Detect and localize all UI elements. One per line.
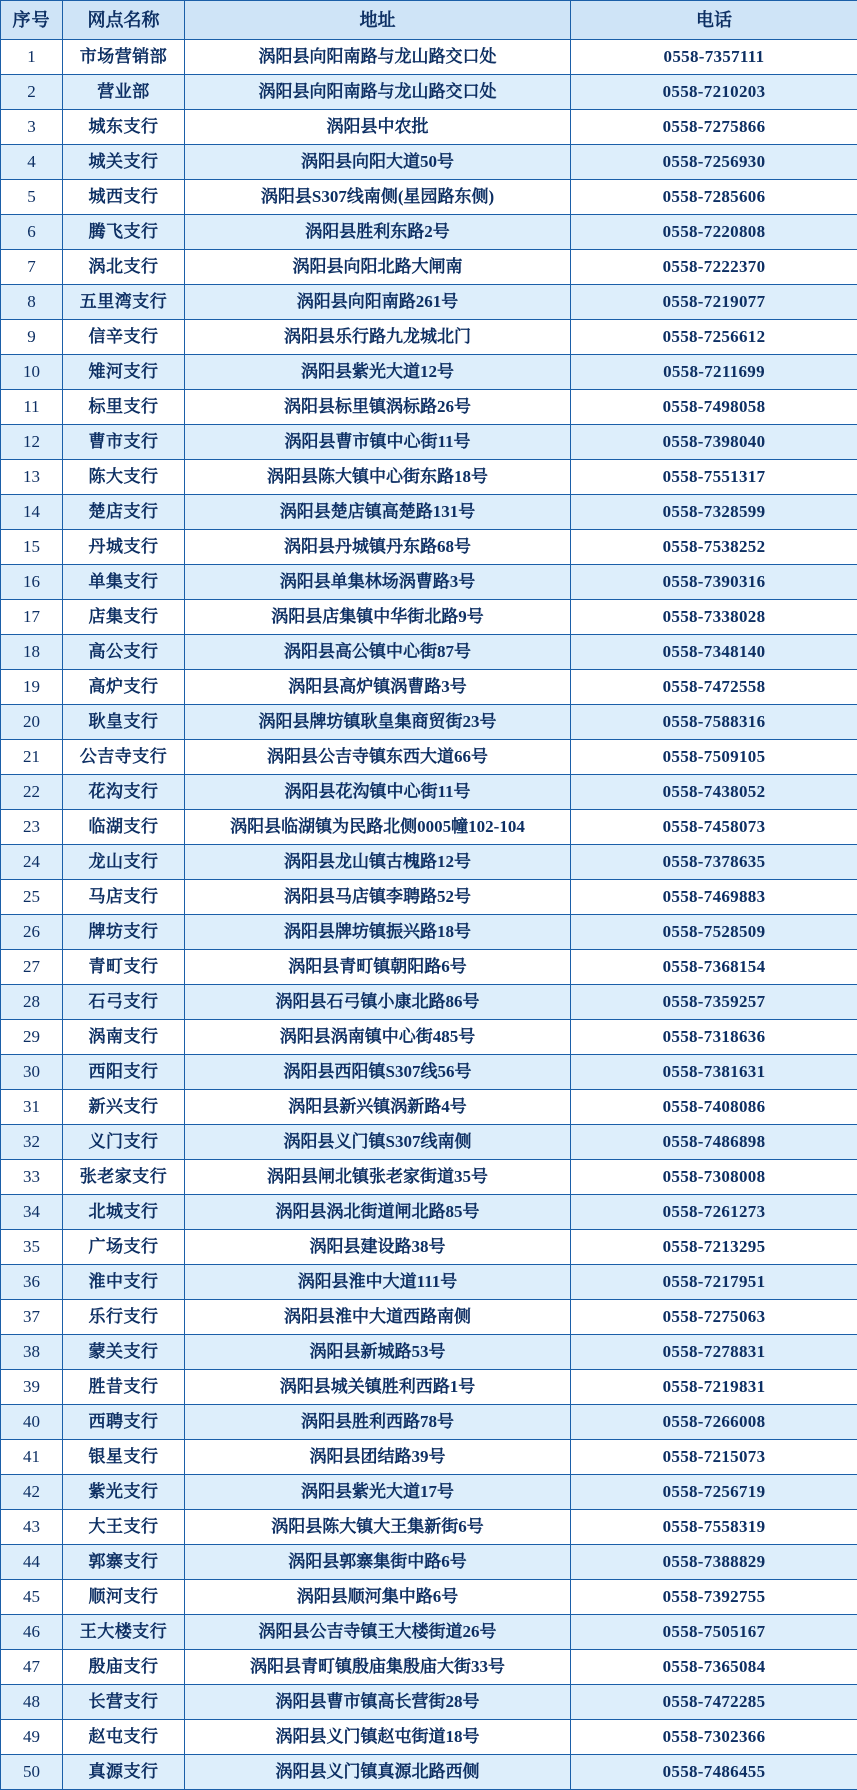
cell-address: 涡阳县新城路53号: [185, 1335, 571, 1370]
cell-address: 涡阳县丹城镇丹东路68号: [185, 530, 571, 565]
column-header-name: 网点名称: [63, 1, 185, 40]
cell-seq: 18: [1, 635, 63, 670]
cell-seq: 33: [1, 1160, 63, 1195]
cell-branch-name: 郭寨支行: [63, 1545, 185, 1580]
cell-address: 涡阳县S307线南侧(星园路东侧): [185, 180, 571, 215]
cell-seq: 47: [1, 1650, 63, 1685]
table-row: [1, 1650, 857, 1685]
cell-phone: 0558-7378635: [571, 845, 857, 880]
table-row: [1, 1055, 857, 1090]
cell-address: 涡阳县乐行路九龙城北门: [185, 320, 571, 355]
cell-address: 涡阳县曹市镇中心街11号: [185, 425, 571, 460]
cell-phone: 0558-7318636: [571, 1020, 857, 1055]
cell-seq: 45: [1, 1580, 63, 1615]
cell-seq: 12: [1, 425, 63, 460]
table-row: [1, 390, 857, 425]
table-row: [1, 880, 857, 915]
cell-phone: 0558-7220808: [571, 215, 857, 250]
cell-branch-name: 耿皇支行: [63, 705, 185, 740]
cell-address: 涡阳县顺河集中路6号: [185, 1580, 571, 1615]
table-row: [1, 1440, 857, 1475]
cell-seq: 6: [1, 215, 63, 250]
cell-phone: 0558-7486898: [571, 1125, 857, 1160]
table-row: [1, 1720, 857, 1755]
cell-phone: 0558-7538252: [571, 530, 857, 565]
cell-seq: 50: [1, 1755, 63, 1790]
cell-address: 涡阳县义门镇真源北路西侧: [185, 1755, 571, 1790]
table-row: [1, 1125, 857, 1160]
table-row: [1, 1545, 857, 1580]
table-row: [1, 355, 857, 390]
cell-branch-name: 营业部: [63, 75, 185, 110]
table-row: [1, 425, 857, 460]
cell-phone: 0558-7219077: [571, 285, 857, 320]
cell-seq: 44: [1, 1545, 63, 1580]
cell-address: 涡阳县公吉寺镇王大楼街道26号: [185, 1615, 571, 1650]
cell-phone: 0558-7472285: [571, 1685, 857, 1720]
cell-branch-name: 高公支行: [63, 635, 185, 670]
table-row: [1, 635, 857, 670]
table-row: [1, 1195, 857, 1230]
table-row: [1, 740, 857, 775]
cell-seq: 30: [1, 1055, 63, 1090]
cell-branch-name: 西阳支行: [63, 1055, 185, 1090]
table-row: [1, 845, 857, 880]
cell-branch-name: 信辛支行: [63, 320, 185, 355]
cell-seq: 37: [1, 1300, 63, 1335]
cell-seq: 21: [1, 740, 63, 775]
table-row: [1, 215, 857, 250]
cell-branch-name: 临湖支行: [63, 810, 185, 845]
cell-seq: 16: [1, 565, 63, 600]
cell-address: 涡阳县郭寨集街中路6号: [185, 1545, 571, 1580]
cell-branch-name: 马店支行: [63, 880, 185, 915]
cell-phone: 0558-7222370: [571, 250, 857, 285]
table-body: [1, 40, 857, 1790]
cell-seq: 31: [1, 1090, 63, 1125]
cell-phone: 0558-7278831: [571, 1335, 857, 1370]
cell-branch-name: 新兴支行: [63, 1090, 185, 1125]
table-row: [1, 1755, 857, 1790]
table-row: [1, 460, 857, 495]
cell-phone: 0558-7275063: [571, 1300, 857, 1335]
table-row: [1, 495, 857, 530]
cell-branch-name: 公吉寺支行: [63, 740, 185, 775]
cell-branch-name: 紫光支行: [63, 1475, 185, 1510]
cell-address: 涡阳县新兴镇涡新路4号: [185, 1090, 571, 1125]
cell-phone: 0558-7266008: [571, 1405, 857, 1440]
cell-phone: 0558-7308008: [571, 1160, 857, 1195]
cell-seq: 22: [1, 775, 63, 810]
column-header-phone: 电话: [571, 1, 857, 40]
cell-address: 涡阳县向阳南路261号: [185, 285, 571, 320]
cell-address: 涡阳县建设路38号: [185, 1230, 571, 1265]
cell-seq: 17: [1, 600, 63, 635]
cell-address: 涡阳县淮中大道111号: [185, 1265, 571, 1300]
cell-phone: 0558-7390316: [571, 565, 857, 600]
cell-phone: 0558-7458073: [571, 810, 857, 845]
cell-seq: 28: [1, 985, 63, 1020]
table-row: [1, 1475, 857, 1510]
cell-phone: 0558-7365084: [571, 1650, 857, 1685]
table-row: [1, 600, 857, 635]
cell-seq: 10: [1, 355, 63, 390]
cell-phone: 0558-7328599: [571, 495, 857, 530]
cell-branch-name: 曹市支行: [63, 425, 185, 460]
cell-address: 涡阳县石弓镇小康北路86号: [185, 985, 571, 1020]
cell-branch-name: 广场支行: [63, 1230, 185, 1265]
cell-phone: 0558-7211699: [571, 355, 857, 390]
cell-phone: 0558-7486455: [571, 1755, 857, 1790]
cell-address: 涡阳县城关镇胜利西路1号: [185, 1370, 571, 1405]
cell-phone: 0558-7338028: [571, 600, 857, 635]
table-row: [1, 775, 857, 810]
cell-address: 涡阳县胜利西路78号: [185, 1405, 571, 1440]
cell-seq: 20: [1, 705, 63, 740]
cell-phone: 0558-7285606: [571, 180, 857, 215]
cell-branch-name: 涡北支行: [63, 250, 185, 285]
cell-seq: 26: [1, 915, 63, 950]
table-row: [1, 810, 857, 845]
cell-seq: 13: [1, 460, 63, 495]
table-row: [1, 985, 857, 1020]
cell-address: 涡阳县西阳镇S307线56号: [185, 1055, 571, 1090]
cell-phone: 0558-7256719: [571, 1475, 857, 1510]
cell-phone: 0558-7217951: [571, 1265, 857, 1300]
cell-branch-name: 楚店支行: [63, 495, 185, 530]
cell-phone: 0558-7551317: [571, 460, 857, 495]
column-header-seq: 序号: [1, 1, 63, 40]
cell-seq: 23: [1, 810, 63, 845]
cell-seq: 5: [1, 180, 63, 215]
cell-seq: 39: [1, 1370, 63, 1405]
cell-address: 涡阳县高公镇中心街87号: [185, 635, 571, 670]
table-row: [1, 320, 857, 355]
cell-phone: 0558-7275866: [571, 110, 857, 145]
cell-address: 涡阳县花沟镇中心街11号: [185, 775, 571, 810]
cell-address: 涡阳县青町镇殷庙集殷庙大街33号: [185, 1650, 571, 1685]
cell-seq: 25: [1, 880, 63, 915]
cell-branch-name: 高炉支行: [63, 670, 185, 705]
cell-seq: 19: [1, 670, 63, 705]
cell-seq: 46: [1, 1615, 63, 1650]
cell-seq: 32: [1, 1125, 63, 1160]
cell-branch-name: 腾飞支行: [63, 215, 185, 250]
cell-branch-name: 银星支行: [63, 1440, 185, 1475]
table-row: [1, 1020, 857, 1055]
table-row: [1, 565, 857, 600]
cell-phone: 0558-7398040: [571, 425, 857, 460]
cell-address: 涡阳县牌坊镇振兴路18号: [185, 915, 571, 950]
cell-address: 涡阳县向阳南路与龙山路交口处: [185, 40, 571, 75]
cell-phone: 0558-7509105: [571, 740, 857, 775]
cell-seq: 15: [1, 530, 63, 565]
cell-branch-name: 真源支行: [63, 1755, 185, 1790]
table-row: [1, 1370, 857, 1405]
cell-phone: 0558-7213295: [571, 1230, 857, 1265]
cell-address: 涡阳县陈大镇中心街东路18号: [185, 460, 571, 495]
cell-seq: 11: [1, 390, 63, 425]
cell-address: 涡阳县向阳南路与龙山路交口处: [185, 75, 571, 110]
cell-branch-name: 城东支行: [63, 110, 185, 145]
cell-address: 涡阳县淮中大道西路南侧: [185, 1300, 571, 1335]
cell-address: 涡阳县涡南镇中心街485号: [185, 1020, 571, 1055]
table-row: [1, 1405, 857, 1440]
cell-seq: 38: [1, 1335, 63, 1370]
cell-seq: 29: [1, 1020, 63, 1055]
cell-phone: 0558-7256930: [571, 145, 857, 180]
cell-address: 涡阳县向阳北路大闸南: [185, 250, 571, 285]
cell-seq: 24: [1, 845, 63, 880]
cell-phone: 0558-7359257: [571, 985, 857, 1020]
table-row: [1, 285, 857, 320]
table-row: [1, 1265, 857, 1300]
cell-phone: 0558-7256612: [571, 320, 857, 355]
cell-branch-name: 大王支行: [63, 1510, 185, 1545]
cell-phone: 0558-7505167: [571, 1615, 857, 1650]
cell-branch-name: 王大楼支行: [63, 1615, 185, 1650]
table-row: [1, 1300, 857, 1335]
cell-address: 涡阳县曹市镇高长营街28号: [185, 1685, 571, 1720]
cell-branch-name: 西聘支行: [63, 1405, 185, 1440]
cell-address: 涡阳县涡北街道闸北路85号: [185, 1195, 571, 1230]
cell-phone: 0558-7261273: [571, 1195, 857, 1230]
cell-seq: 4: [1, 145, 63, 180]
cell-address: 涡阳县高炉镇涡曹路3号: [185, 670, 571, 705]
cell-branch-name: 淮中支行: [63, 1265, 185, 1300]
cell-branch-name: 城西支行: [63, 180, 185, 215]
table-header-row: [1, 1, 857, 40]
cell-address: 涡阳县楚店镇高楚路131号: [185, 495, 571, 530]
cell-branch-name: 顺河支行: [63, 1580, 185, 1615]
table-row: [1, 705, 857, 740]
table-row: [1, 40, 857, 75]
cell-seq: 3: [1, 110, 63, 145]
cell-branch-name: 长营支行: [63, 1685, 185, 1720]
cell-address: 涡阳县紫光大道12号: [185, 355, 571, 390]
cell-phone: 0558-7381631: [571, 1055, 857, 1090]
cell-address: 涡阳县标里镇涡标路26号: [185, 390, 571, 425]
cell-branch-name: 丹城支行: [63, 530, 185, 565]
cell-branch-name: 胜昔支行: [63, 1370, 185, 1405]
cell-seq: 41: [1, 1440, 63, 1475]
cell-seq: 27: [1, 950, 63, 985]
cell-phone: 0558-7472558: [571, 670, 857, 705]
table-row: [1, 145, 857, 180]
cell-address: 涡阳县紫光大道17号: [185, 1475, 571, 1510]
table-row: [1, 1230, 857, 1265]
cell-branch-name: 标里支行: [63, 390, 185, 425]
cell-branch-name: 牌坊支行: [63, 915, 185, 950]
table-row: [1, 530, 857, 565]
cell-phone: 0558-7368154: [571, 950, 857, 985]
cell-branch-name: 蒙关支行: [63, 1335, 185, 1370]
cell-phone: 0558-7302366: [571, 1720, 857, 1755]
cell-address: 涡阳县店集镇中华街北路9号: [185, 600, 571, 635]
table-row: [1, 1335, 857, 1370]
cell-phone: 0558-7528509: [571, 915, 857, 950]
cell-address: 涡阳县闸北镇张老家街道35号: [185, 1160, 571, 1195]
table-row: [1, 1685, 857, 1720]
table-row: [1, 110, 857, 145]
cell-address: 涡阳县牌坊镇耿皇集商贸街23号: [185, 705, 571, 740]
table-row: [1, 250, 857, 285]
cell-branch-name: 张老家支行: [63, 1160, 185, 1195]
cell-seq: 7: [1, 250, 63, 285]
cell-branch-name: 陈大支行: [63, 460, 185, 495]
table-row: [1, 75, 857, 110]
cell-branch-name: 市场营销部: [63, 40, 185, 75]
table-row: [1, 950, 857, 985]
cell-branch-name: 单集支行: [63, 565, 185, 600]
cell-seq: 43: [1, 1510, 63, 1545]
table-row: [1, 1580, 857, 1615]
cell-branch-name: 花沟支行: [63, 775, 185, 810]
cell-address: 涡阳县龙山镇古槐路12号: [185, 845, 571, 880]
table-row: [1, 1510, 857, 1545]
cell-branch-name: 赵屯支行: [63, 1720, 185, 1755]
cell-address: 涡阳县义门镇S307线南侧: [185, 1125, 571, 1160]
cell-phone: 0558-7438052: [571, 775, 857, 810]
cell-seq: 36: [1, 1265, 63, 1300]
cell-address: 涡阳县单集林场涡曹路3号: [185, 565, 571, 600]
cell-phone: 0558-7392755: [571, 1580, 857, 1615]
cell-seq: 9: [1, 320, 63, 355]
cell-branch-name: 石弓支行: [63, 985, 185, 1020]
cell-branch-name: 青町支行: [63, 950, 185, 985]
cell-phone: 0558-7588316: [571, 705, 857, 740]
cell-phone: 0558-7498058: [571, 390, 857, 425]
cell-branch-name: 五里湾支行: [63, 285, 185, 320]
cell-seq: 42: [1, 1475, 63, 1510]
cell-seq: 34: [1, 1195, 63, 1230]
column-header-address: 地址: [185, 1, 571, 40]
table-row: [1, 1090, 857, 1125]
cell-address: 涡阳县团结路39号: [185, 1440, 571, 1475]
cell-branch-name: 北城支行: [63, 1195, 185, 1230]
table-row: [1, 670, 857, 705]
cell-seq: 2: [1, 75, 63, 110]
cell-branch-name: 雉河支行: [63, 355, 185, 390]
cell-seq: 8: [1, 285, 63, 320]
cell-seq: 49: [1, 1720, 63, 1755]
cell-branch-name: 城关支行: [63, 145, 185, 180]
cell-seq: 14: [1, 495, 63, 530]
table-row: [1, 1615, 857, 1650]
cell-branch-name: 义门支行: [63, 1125, 185, 1160]
cell-seq: 40: [1, 1405, 63, 1440]
cell-address: 涡阳县陈大镇大王集新街6号: [185, 1510, 571, 1545]
cell-phone: 0558-7348140: [571, 635, 857, 670]
cell-phone: 0558-7408086: [571, 1090, 857, 1125]
cell-seq: 1: [1, 40, 63, 75]
cell-phone: 0558-7469883: [571, 880, 857, 915]
cell-branch-name: 店集支行: [63, 600, 185, 635]
cell-phone: 0558-7210203: [571, 75, 857, 110]
cell-address: 涡阳县青町镇朝阳路6号: [185, 950, 571, 985]
cell-branch-name: 龙山支行: [63, 845, 185, 880]
cell-address: 涡阳县临湖镇为民路北侧0005幢102-104: [185, 810, 571, 845]
cell-phone: 0558-7388829: [571, 1545, 857, 1580]
cell-phone: 0558-7558319: [571, 1510, 857, 1545]
cell-address: 涡阳县公吉寺镇东西大道66号: [185, 740, 571, 775]
table-header: [1, 1, 857, 40]
cell-phone: 0558-7219831: [571, 1370, 857, 1405]
table-row: [1, 180, 857, 215]
cell-branch-name: 乐行支行: [63, 1300, 185, 1335]
cell-phone: 0558-7215073: [571, 1440, 857, 1475]
cell-seq: 48: [1, 1685, 63, 1720]
table-row: [1, 1160, 857, 1195]
cell-address: 涡阳县义门镇赵屯街道18号: [185, 1720, 571, 1755]
cell-address: 涡阳县胜利东路2号: [185, 215, 571, 250]
cell-address: 涡阳县向阳大道50号: [185, 145, 571, 180]
cell-address: 涡阳县马店镇李聘路52号: [185, 880, 571, 915]
table-row: [1, 915, 857, 950]
cell-seq: 35: [1, 1230, 63, 1265]
cell-phone: 0558-7357111: [571, 40, 857, 75]
cell-branch-name: 涡南支行: [63, 1020, 185, 1055]
cell-branch-name: 殷庙支行: [63, 1650, 185, 1685]
cell-address: 涡阳县中农批: [185, 110, 571, 145]
